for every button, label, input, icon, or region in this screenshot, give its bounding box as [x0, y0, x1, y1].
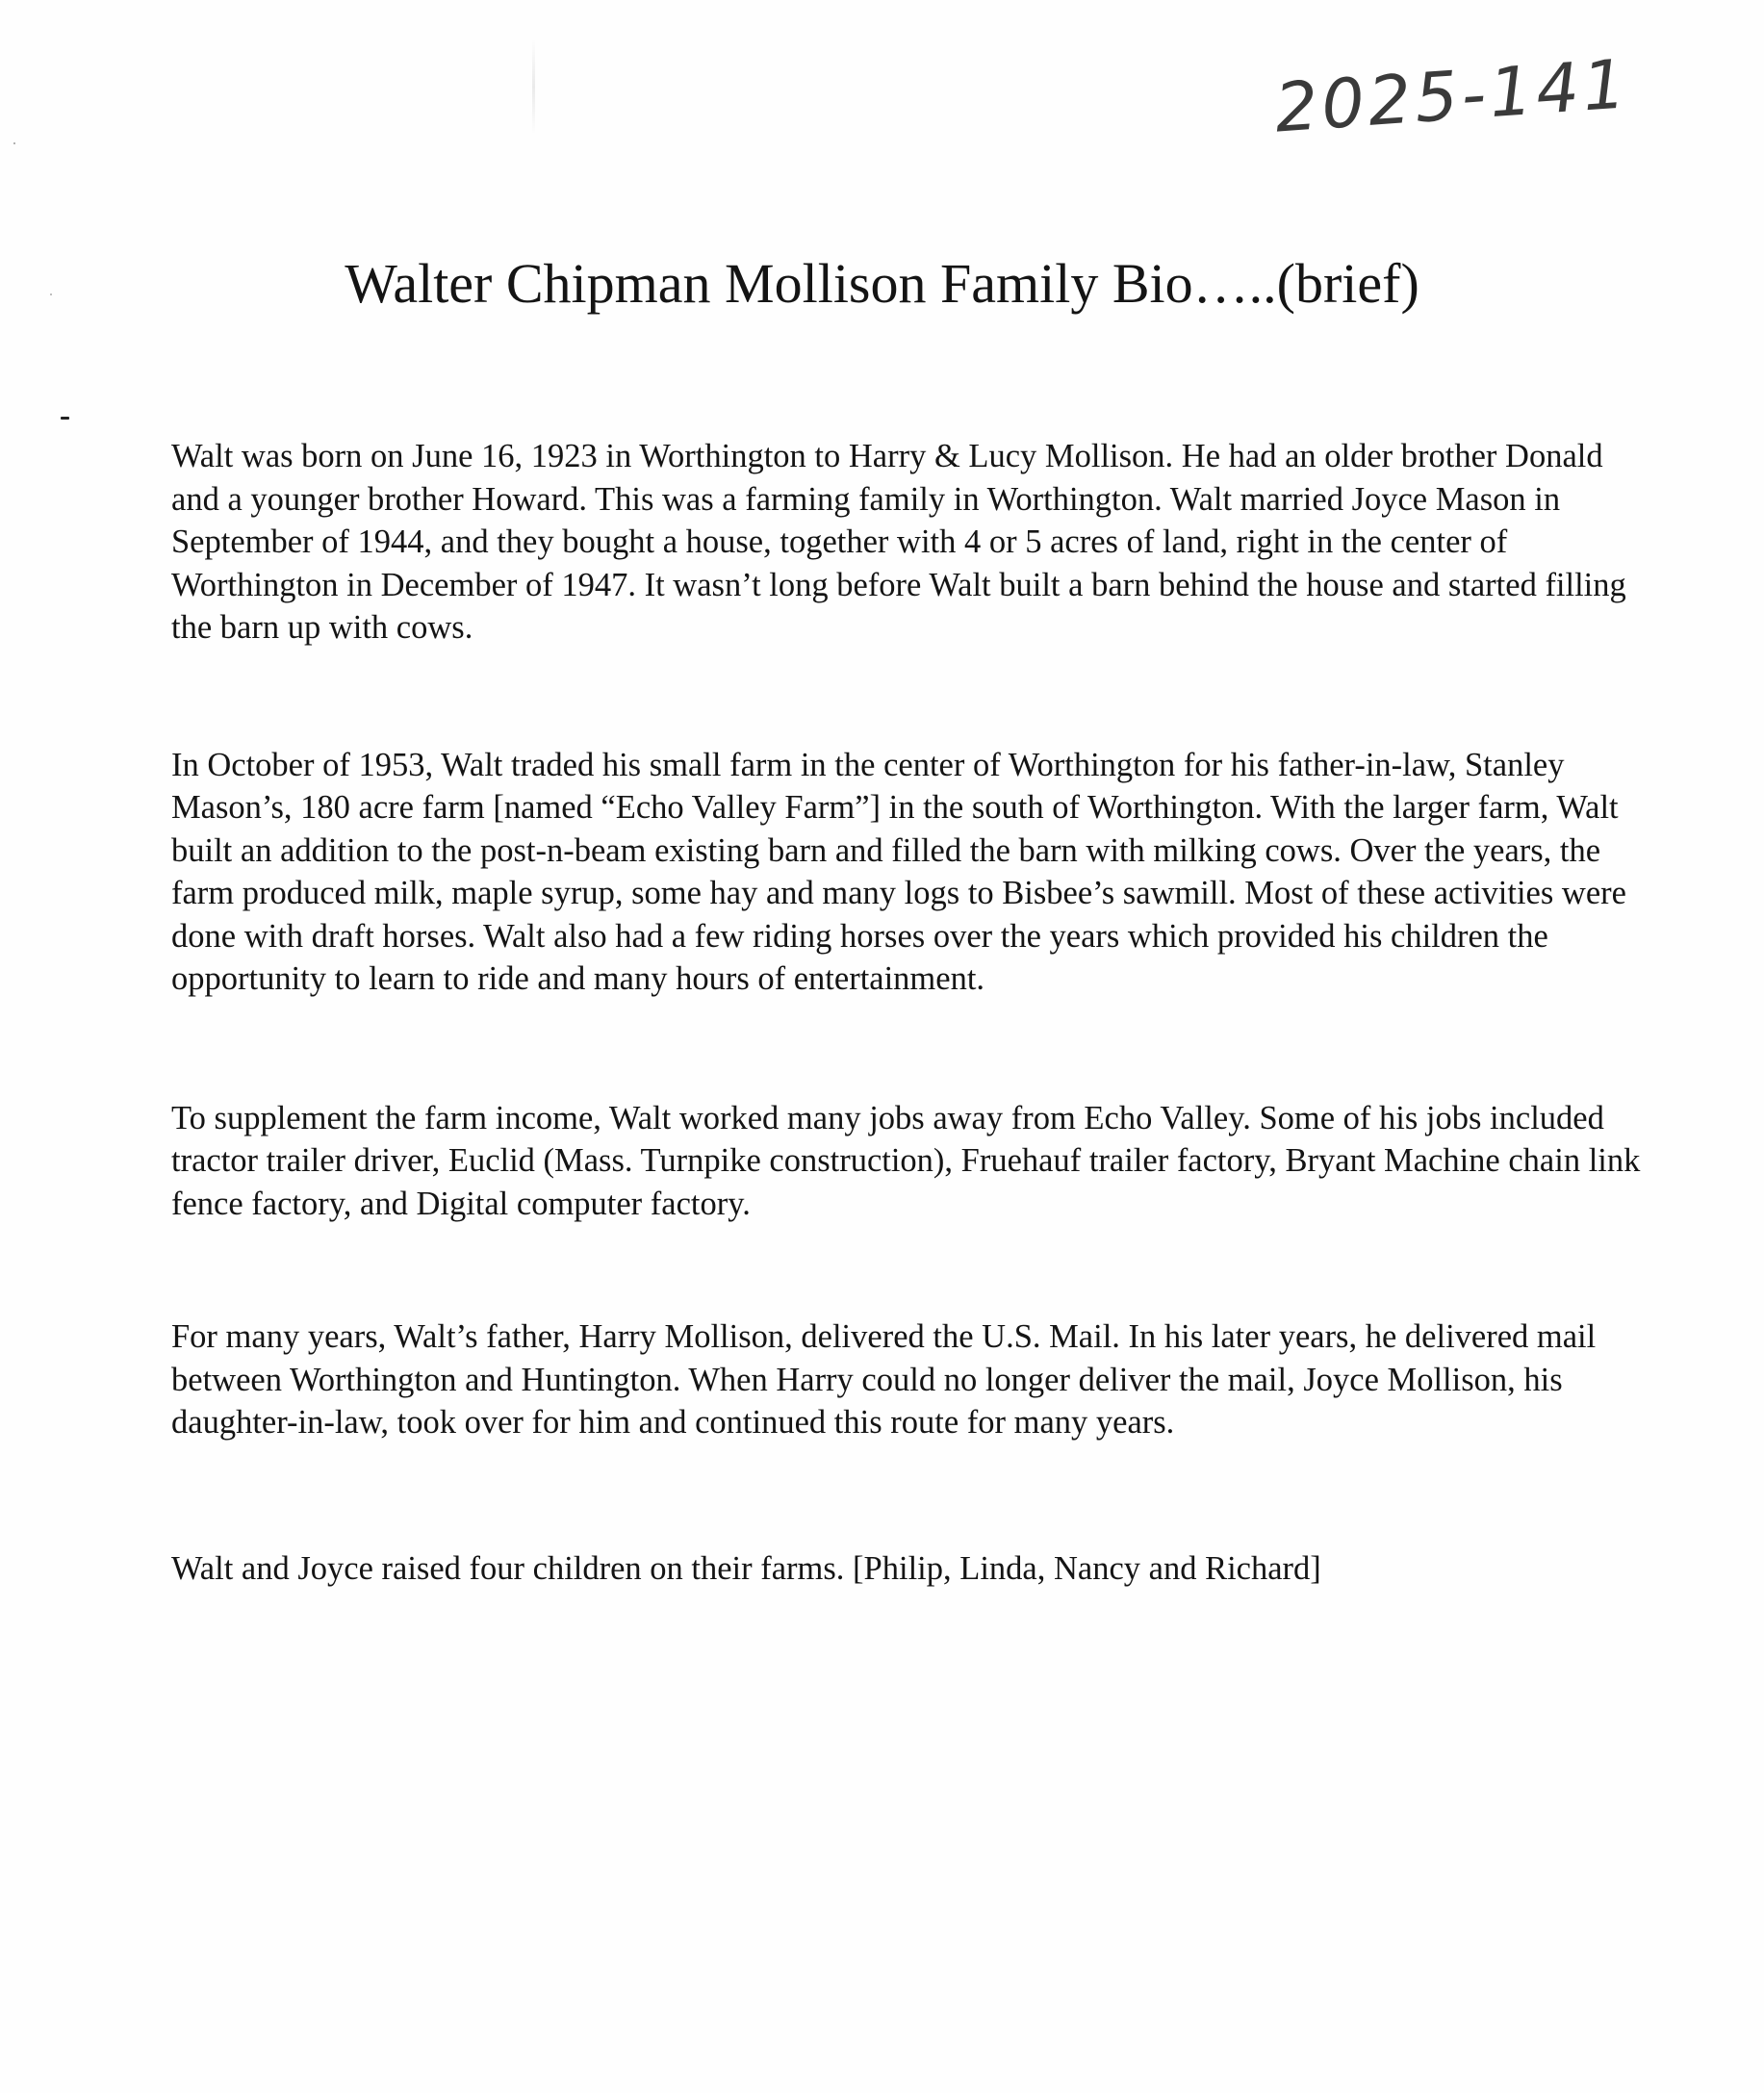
paragraph-children: Walt and Joyce raised four children on their farms. [Philip, Linda, Nancy and Richard]	[171, 1549, 1321, 1587]
paragraph-echo-valley-farm: In October of 1953, Walt traded his small farm in the center of Worthington for his father-in-law, Stanley Mason’s, 180 acre farm [named “Echo Valley Farm”] in the south of Worthington. With the larger farm, Walt built an addition to the post-n-beam existing barn and filled the barn with milking cows. Over the years, the farm produced milk, maple syrup, some hay and many logs to Bisbee’s sawmill. Most of these activities were done with draft horses. Walt also had a few riding horses over the years which provided his children the opportunity to learn to ride and many hours of entertainment.	[171, 746, 1626, 997]
handwritten-accession-number: 2025-141	[1272, 44, 1632, 148]
paragraph-mail-route: For many years, Walt’s father, Harry Mollison, delivered the U.S. Mail. In his later years, he delivered mail between Worthington and Huntington. When Harry could no longer deliver the mail, Joyce Mollison, his daughter-in-law, took over for him and continued this route for many years.	[171, 1318, 1597, 1441]
scan-speck	[13, 142, 15, 144]
paragraph-early-life: Walt was born on June 16, 1923 in Worthington to Harry & Lucy Mollison. He had an older brother Donald and a younger brother Howard. This was a farming family in Worthington. Walt married Joyce Mason in September of 1944, and they bought a house, together with 4 or 5 acres of land, right in the center of Worthington in December of 1947. It wasn’t long before Walt built a barn behind the house and started filling the barn up with cows.	[171, 438, 1626, 646]
paragraph-jobs: To supplement the farm income, Walt worked many jobs away from Echo Valley. Some of his jobs included tractor trailer driver, Euclid (Mass. Turnpike construction), Fruehauf trailer factory, Bryant Machine chain link fence factory, and Digital computer factory.	[171, 1099, 1641, 1222]
document-body	[171, 435, 1653, 1590]
scan-speck	[61, 417, 69, 420]
page-title: Walter Chipman Mollison Family Bio…..(brief)	[345, 252, 1419, 315]
paper-crease	[532, 38, 535, 135]
